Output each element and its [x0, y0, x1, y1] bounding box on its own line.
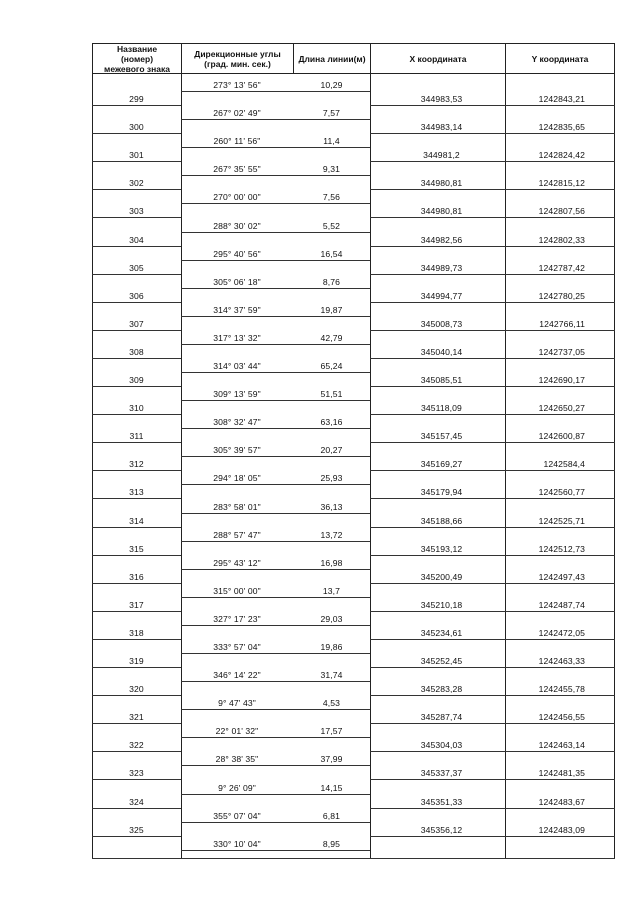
row-separator: [370, 695, 615, 696]
row-separator: [92, 667, 181, 668]
x-coordinate-cell: 345287,74: [420, 712, 463, 723]
row-separator: [370, 639, 615, 640]
y-coordinate-cell: 1242481,35: [538, 768, 585, 779]
row-separator: [181, 794, 370, 795]
row-separator: [181, 91, 370, 92]
y-coordinate-cell: 1242650,27: [538, 403, 585, 414]
length-cell: 37,99: [320, 754, 343, 765]
row-separator: [181, 456, 370, 457]
length-cell: 36,13: [320, 501, 343, 512]
row-separator: [92, 858, 615, 859]
point-name-cell: 317: [129, 599, 144, 610]
length-cell: 6,81: [322, 810, 341, 821]
y-coordinate-cell: 1242787,42: [538, 262, 585, 273]
header-name: Название (номер) межевого знака: [92, 43, 182, 74]
point-name-cell: 323: [129, 768, 144, 779]
row-separator: [370, 723, 615, 724]
header-angle: Дирекционные углы (град. мин. сек.): [181, 43, 294, 74]
y-coordinate-cell: 1242843,21: [538, 94, 585, 104]
point-name-cell: 316: [129, 571, 144, 582]
row-separator: [370, 414, 615, 415]
y-coordinate-cell: 1242483,67: [538, 796, 585, 807]
y-coordinate-cell: 1242512,73: [538, 543, 585, 554]
row-separator: [370, 808, 615, 809]
length-cell: 51,51: [320, 389, 343, 400]
row-separator: [181, 709, 370, 710]
point-name-cell: 320: [129, 684, 144, 695]
row-separator: [92, 133, 181, 134]
angle-cell: 267° 02' 49": [213, 108, 261, 119]
row-separator: [92, 161, 181, 162]
x-coordinate-cell: 345188,66: [420, 515, 463, 526]
point-name-cell: 311: [129, 431, 144, 442]
angle-cell: 355° 07' 04": [213, 810, 261, 821]
x-coordinate-cell: 345200,49: [420, 571, 463, 582]
row-separator: [181, 203, 370, 204]
angle-cell: 294° 18' 05": [213, 473, 261, 484]
point-name-cell: 313: [129, 487, 144, 498]
point-name-cell: 309: [129, 375, 144, 385]
x-coordinate-cell: 345356,12: [420, 824, 463, 835]
row-separator: [92, 470, 181, 471]
length-cell: 19,87: [320, 304, 343, 315]
row-separator: [181, 681, 370, 682]
y-coordinate-cell: 1242584,4: [543, 459, 585, 470]
row-separator: [370, 105, 615, 106]
row-separator: [92, 751, 181, 752]
row-separator: [92, 498, 181, 499]
point-name-cell: 308: [129, 346, 144, 357]
x-coordinate-cell: 345008,73: [420, 318, 463, 329]
row-separator: [181, 625, 370, 626]
y-coordinate-cell: 1242824,42: [538, 150, 585, 161]
angle-cell: 295° 40' 56": [213, 248, 261, 259]
x-coordinate-cell: 345283,28: [420, 684, 463, 695]
length-cell: 16,54: [320, 248, 343, 259]
row-separator: [92, 611, 181, 612]
x-coordinate-cell: 345179,94: [420, 487, 463, 498]
x-coordinate-cell: 345252,45: [420, 656, 463, 666]
row-separator: [370, 667, 615, 668]
point-name-cell: 302: [129, 178, 144, 189]
angle-cell: 305° 39' 57": [213, 445, 261, 456]
point-name-cell: 315: [129, 543, 144, 554]
row-separator: [181, 541, 370, 542]
length-cell: 7,56: [322, 192, 341, 203]
row-separator: [181, 597, 370, 598]
angle-cell: 9° 47' 43": [218, 698, 256, 709]
point-name-cell: 325: [129, 824, 144, 835]
table-body: [92, 74, 615, 859]
row-separator: [370, 358, 615, 359]
length-cell: 42,79: [320, 332, 343, 343]
point-name-cell: 322: [129, 740, 144, 751]
row-separator: [92, 639, 181, 640]
header-length: Длина линии(м): [293, 43, 371, 74]
row-separator: [92, 105, 181, 106]
row-separator: [181, 372, 370, 373]
row-separator: [370, 498, 615, 499]
row-separator: [181, 569, 370, 570]
row-separator: [181, 765, 370, 766]
length-cell: 63,16: [320, 417, 343, 428]
row-separator: [92, 358, 181, 359]
angle-cell: 333° 57' 04": [213, 642, 261, 652]
row-separator: [181, 653, 370, 654]
row-separator: [370, 274, 615, 275]
angle-cell: 288° 57' 47": [213, 529, 261, 540]
row-separator: [92, 217, 181, 218]
row-separator: [181, 232, 370, 233]
header-y: Y координата: [505, 43, 615, 74]
length-cell: 13,72: [320, 529, 343, 540]
row-separator: [92, 779, 181, 780]
row-separator: [92, 246, 181, 247]
x-coordinate-cell: 345351,33: [420, 796, 463, 807]
length-cell: 20,27: [320, 445, 343, 456]
row-separator: [370, 133, 615, 134]
y-coordinate-cell: 1242807,56: [538, 206, 585, 217]
row-separator: [92, 189, 181, 190]
row-separator: [181, 737, 370, 738]
y-coordinate-cell: 1242690,17: [538, 375, 585, 385]
length-cell: 4,53: [322, 698, 341, 709]
coordinates-table: [92, 43, 615, 859]
row-separator: [181, 484, 370, 485]
row-separator: [370, 442, 615, 443]
x-coordinate-cell: 344980,81: [420, 206, 463, 217]
row-separator: [181, 119, 370, 120]
row-separator: [370, 836, 615, 837]
point-name-cell: 312: [129, 459, 144, 470]
y-coordinate-cell: 1242455,78: [538, 684, 585, 695]
row-separator: [181, 400, 370, 401]
point-name-cell: 324: [129, 796, 144, 807]
row-separator: [181, 288, 370, 289]
point-name-cell: 314: [129, 515, 144, 526]
length-cell: 11,4: [323, 136, 340, 147]
x-coordinate-cell: 345210,18: [420, 599, 463, 610]
angle-cell: 315° 00' 00": [213, 585, 261, 596]
point-name-cell: 300: [129, 122, 144, 133]
y-coordinate-cell: 1242472,05: [538, 627, 585, 638]
angle-cell: 346° 14' 22": [213, 670, 261, 681]
x-coordinate-cell: 344980,81: [420, 178, 463, 189]
length-cell: 7,57: [322, 108, 341, 119]
row-separator: [92, 442, 181, 443]
row-separator: [181, 175, 370, 176]
y-coordinate-cell: 1242456,55: [538, 712, 585, 723]
y-coordinate-cell: 1242463,33: [538, 656, 585, 666]
y-coordinate-cell: 1242780,25: [538, 290, 585, 301]
y-coordinate-cell: 1242600,87: [538, 431, 585, 442]
x-coordinate-cell: 345234,61: [420, 627, 463, 638]
length-cell: 25,93: [320, 473, 343, 484]
x-coordinate-cell: 345157,45: [420, 431, 463, 442]
length-cell: 13,7: [322, 585, 341, 596]
angle-cell: 317° 13' 32": [213, 332, 261, 343]
length-cell: 14,15: [320, 782, 343, 793]
row-separator: [370, 470, 615, 471]
length-cell: 8,95: [322, 838, 341, 849]
angle-cell: 314° 37' 59": [213, 304, 261, 315]
angle-cell: 267° 35' 55": [213, 164, 261, 175]
y-coordinate-cell: 1242835,65: [538, 122, 585, 133]
x-coordinate-cell: 345304,03: [420, 740, 463, 751]
length-cell: 29,03: [320, 613, 343, 624]
row-separator: [92, 302, 181, 303]
row-separator: [181, 850, 370, 851]
y-coordinate-cell: 1242737,05: [538, 346, 585, 357]
row-separator: [92, 386, 181, 387]
angle-cell: 330° 10' 04": [213, 838, 261, 849]
x-coordinate-cell: 344983,53: [420, 94, 463, 104]
point-name-cell: 310: [129, 403, 144, 414]
y-coordinate-cell: 1242483,09: [538, 824, 585, 835]
y-coordinate-cell: 1242766,11: [539, 318, 585, 329]
row-separator: [92, 808, 181, 809]
x-coordinate-cell: 345169,27: [420, 459, 463, 470]
y-coordinate-cell: 1242525,71: [538, 515, 585, 526]
angle-cell: 28° 38' 35": [215, 754, 259, 765]
x-coordinate-cell: 345337,37: [420, 768, 463, 779]
row-separator: [92, 695, 181, 696]
angle-cell: 314° 03' 44": [213, 361, 261, 371]
angle-cell: 283° 58' 01": [213, 501, 261, 512]
angle-cell: 273° 13' 56": [213, 80, 261, 90]
point-name-cell: 307: [129, 318, 144, 329]
y-coordinate-cell: 1242815,12: [538, 178, 585, 189]
row-separator: [92, 330, 181, 331]
row-separator: [181, 147, 370, 148]
point-name-cell: 306: [129, 290, 144, 301]
row-separator: [92, 527, 181, 528]
row-separator: [370, 527, 615, 528]
row-separator: [370, 189, 615, 190]
y-coordinate-cell: 1242463,14: [538, 740, 585, 751]
row-separator: [92, 836, 181, 837]
y-coordinate-cell: 1242560,77: [538, 487, 585, 498]
point-name-cell: 303: [129, 206, 144, 217]
length-cell: 8,76: [322, 276, 341, 287]
row-separator: [370, 583, 615, 584]
row-separator: [370, 330, 615, 331]
row-separator: [370, 779, 615, 780]
length-cell: 17,57: [320, 726, 343, 737]
angle-cell: 327° 17' 23": [213, 613, 261, 624]
length-cell: 31,74: [320, 670, 343, 681]
angle-cell: 9° 26' 09": [218, 782, 256, 793]
row-separator: [92, 274, 181, 275]
x-coordinate-cell: 344994,77: [420, 290, 463, 301]
y-coordinate-cell: 1242487,74: [538, 599, 585, 610]
row-separator: [181, 428, 370, 429]
row-separator: [181, 822, 370, 823]
row-separator: [92, 414, 181, 415]
angle-cell: 260° 11' 56": [213, 136, 261, 147]
point-name-cell: 304: [129, 234, 144, 245]
x-coordinate-cell: 344983,14: [420, 122, 463, 133]
y-coordinate-cell: 1242497,43: [538, 571, 585, 582]
angle-cell: 308° 32' 47": [213, 417, 261, 428]
row-separator: [370, 302, 615, 303]
point-name-cell: 321: [129, 712, 144, 723]
row-separator: [92, 555, 181, 556]
x-coordinate-cell: 345040,14: [420, 346, 463, 357]
length-cell: 16,98: [320, 557, 343, 568]
row-separator: [181, 513, 370, 514]
angle-cell: 22° 01' 32": [215, 726, 259, 737]
point-name-cell: 318: [129, 627, 144, 638]
point-name-cell: 319: [129, 656, 144, 666]
angle-cell: 270° 00' 00": [213, 192, 261, 203]
row-separator: [181, 260, 370, 261]
angle-cell: 309° 13' 59": [213, 389, 261, 400]
row-separator: [370, 386, 615, 387]
length-cell: 5,52: [322, 220, 341, 231]
angle-cell: 295° 43' 12": [213, 557, 261, 568]
x-coordinate-cell: 345118,09: [421, 403, 462, 414]
x-coordinate-cell: 344982,56: [420, 234, 463, 245]
angle-cell: 305° 06' 18": [213, 276, 261, 287]
length-cell: 65,24: [320, 361, 343, 371]
point-name-cell: 299: [129, 94, 144, 104]
row-separator: [370, 555, 615, 556]
header-x: X координата: [370, 43, 506, 74]
x-coordinate-cell: 345193,12: [420, 543, 463, 554]
row-separator: [370, 217, 615, 218]
row-separator: [92, 583, 181, 584]
angle-cell: 288° 30' 02": [213, 220, 261, 231]
x-coordinate-cell: 345085,51: [420, 375, 463, 385]
point-name-cell: 301: [129, 150, 144, 161]
point-name-cell: 305: [129, 262, 144, 273]
row-separator: [181, 316, 370, 317]
length-cell: 10,29: [320, 80, 343, 90]
length-cell: 19,86: [320, 642, 343, 652]
y-coordinate-cell: 1242802,33: [538, 234, 585, 245]
x-coordinate-cell: 344981,2: [423, 150, 460, 161]
x-coordinate-cell: 344989,73: [420, 262, 463, 273]
row-separator: [370, 161, 615, 162]
row-separator: [370, 246, 615, 247]
row-separator: [181, 344, 370, 345]
row-separator: [370, 751, 615, 752]
row-separator: [370, 611, 615, 612]
length-cell: 9,31: [322, 164, 341, 175]
row-separator: [92, 723, 181, 724]
